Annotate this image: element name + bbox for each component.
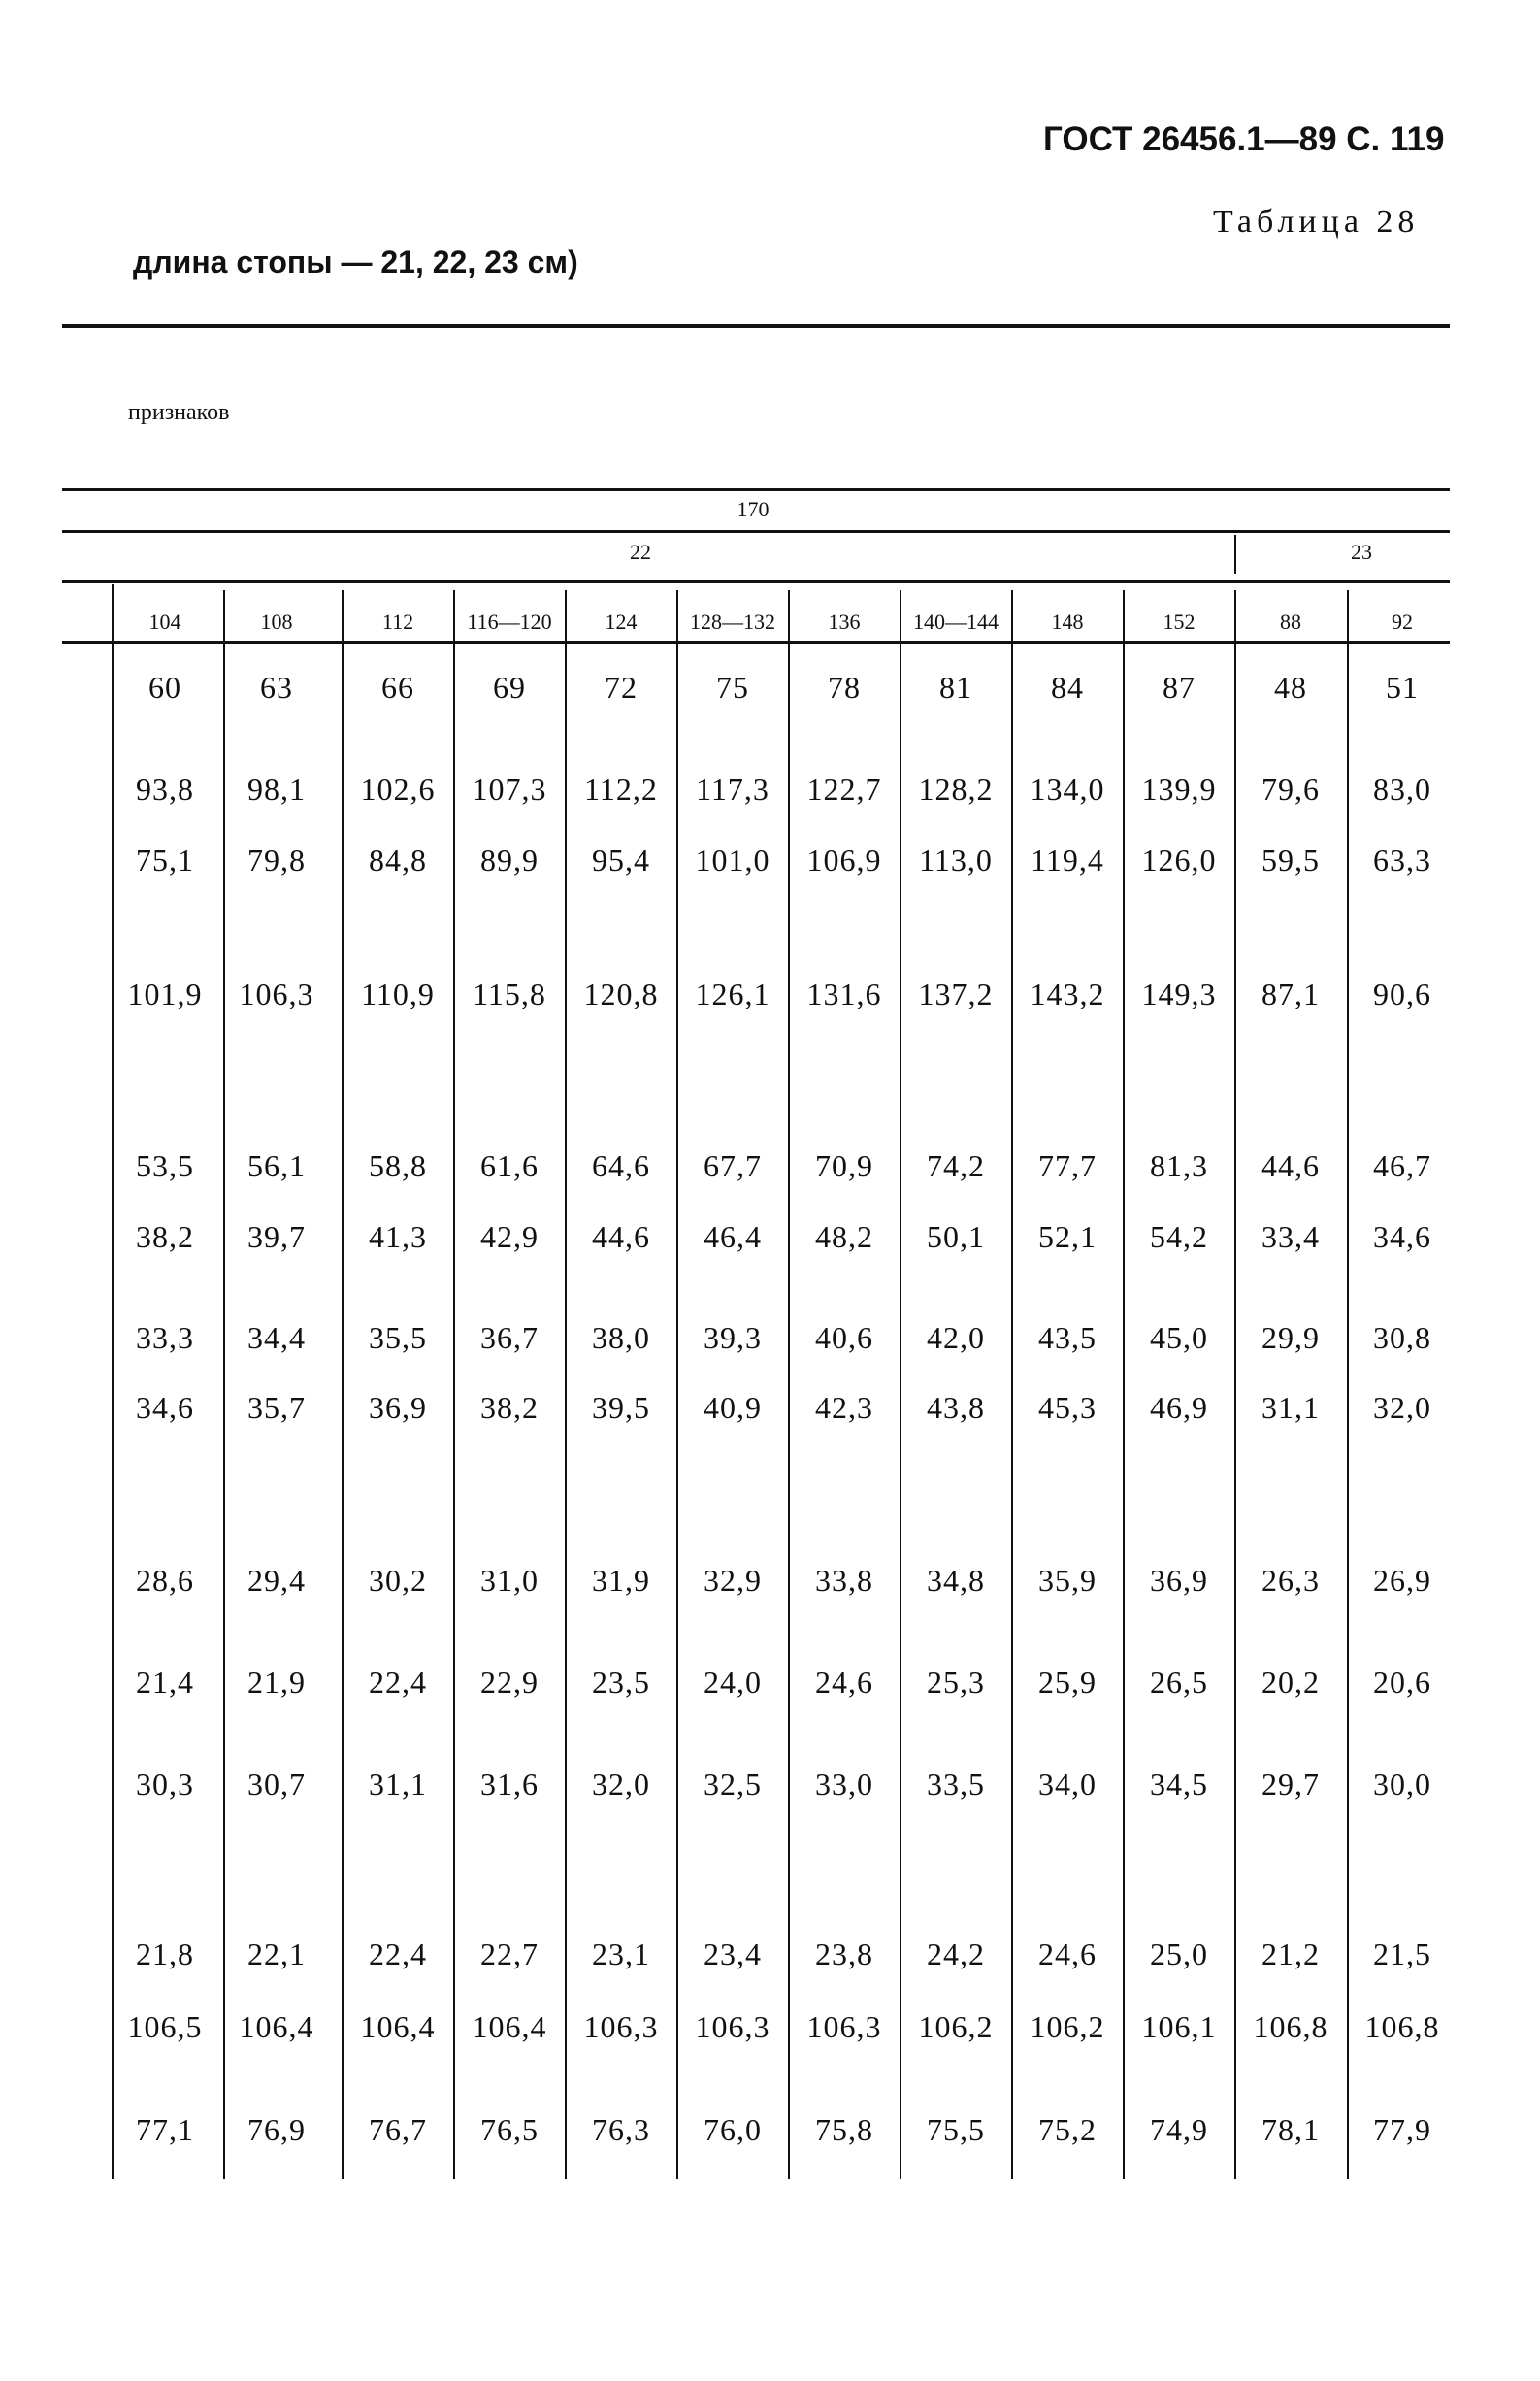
table-cell: 54,2: [1150, 1219, 1208, 1254]
table-cell: 76,9: [247, 2112, 306, 2147]
table-cell: 95,4: [592, 843, 650, 877]
table-cell: 33,8: [815, 1563, 873, 1598]
table-cell: 46,9: [1150, 1390, 1208, 1425]
column-divider: [1011, 590, 1013, 2179]
table-cell: 23,1: [592, 1936, 650, 1971]
table-cell: 22,9: [480, 1665, 539, 1700]
foot-group-22-label: 22: [630, 540, 651, 564]
table-cell: 89,9: [480, 843, 539, 877]
table-cell: 35,5: [369, 1320, 427, 1355]
table-cell: 32,0: [592, 1767, 650, 1802]
table-cell: 29,7: [1261, 1767, 1320, 1802]
table-cell: 31,6: [480, 1767, 539, 1802]
table-cell: 46,4: [704, 1219, 762, 1254]
table-cell: 36,7: [480, 1320, 539, 1355]
table-cell: 26,5: [1150, 1665, 1208, 1700]
table-cell: 21,4: [136, 1665, 194, 1700]
table-cell: 46,7: [1373, 1148, 1431, 1183]
table-cell: 50,1: [927, 1219, 985, 1254]
table-label: Таблица 28: [1213, 204, 1420, 240]
table-cell: 20,6: [1373, 1665, 1431, 1700]
table-cell: 106,2: [1030, 2009, 1105, 2044]
table-cell: 21,8: [136, 1936, 194, 1971]
table-cell: 102,6: [360, 772, 436, 807]
table-cell: 119,4: [1031, 843, 1104, 877]
table-cell: 40,6: [815, 1320, 873, 1355]
table-cell: 42,9: [480, 1219, 539, 1254]
table-cell: 63: [260, 670, 293, 705]
table-cell: 120,8: [583, 976, 659, 1011]
table-cell: 22,1: [247, 1936, 306, 1971]
table-cell: 33,3: [136, 1320, 194, 1355]
table-cell: 35,7: [247, 1390, 306, 1425]
table-cell: 139,9: [1141, 772, 1217, 807]
table-cell: 61,6: [480, 1148, 539, 1183]
table-cell: 101,9: [127, 976, 203, 1011]
table-cell: 25,0: [1150, 1936, 1208, 1971]
height-group-label: 170: [737, 497, 770, 521]
header-rule-4: [62, 641, 1450, 644]
table-cell: 21,2: [1261, 1936, 1320, 1971]
table-cell: 79,6: [1261, 772, 1320, 807]
header-rule-3: [62, 580, 1450, 583]
table-cell: 93,8: [136, 772, 194, 807]
table-cell: 41,3: [369, 1219, 427, 1254]
table-cell: 75: [716, 670, 749, 705]
column-header: 108: [260, 610, 293, 634]
table-cell: 34,8: [927, 1563, 985, 1598]
table-cell: 106,2: [918, 2009, 994, 2044]
table-cell: 32,9: [704, 1563, 762, 1598]
table-cell: 23,5: [592, 1665, 650, 1700]
table-cell: 44,6: [592, 1219, 650, 1254]
table-cell: 81: [939, 670, 972, 705]
table-cell: 31,1: [369, 1767, 427, 1802]
table-cell: 23,4: [704, 1936, 762, 1971]
table-cell: 106,8: [1253, 2009, 1328, 2044]
table-cell: 72: [605, 670, 638, 705]
table-cell: 106,9: [806, 843, 882, 877]
table-cell: 34,6: [136, 1390, 194, 1425]
table-cell: 39,5: [592, 1390, 650, 1425]
table-cell: 35,9: [1038, 1563, 1097, 1598]
column-header: 116—120: [467, 610, 552, 634]
table-cell: 51: [1386, 670, 1419, 705]
table-cell: 30,2: [369, 1563, 427, 1598]
table-cell: 66: [381, 670, 414, 705]
table-cell: 106,4: [239, 2009, 314, 2044]
table-cell: 26,9: [1373, 1563, 1431, 1598]
table-cell: 131,6: [806, 976, 882, 1011]
table-cell: 32,0: [1373, 1390, 1431, 1425]
table-cell: 56,1: [247, 1148, 306, 1183]
table-cell: 48,2: [815, 1219, 873, 1254]
column-header: 128—132: [690, 610, 775, 634]
table-cell: 33,5: [927, 1767, 985, 1802]
table-cell: 78,1: [1261, 2112, 1320, 2147]
table-cell: 69: [493, 670, 526, 705]
table-cell: 112,2: [584, 772, 658, 807]
table-cell: 32,5: [704, 1767, 762, 1802]
table-cell: 36,9: [1150, 1563, 1208, 1598]
table-cell: 52,1: [1038, 1219, 1097, 1254]
table-cell: 106,4: [472, 2009, 547, 2044]
table-cell: 149,3: [1141, 976, 1217, 1011]
table-cell: 34,5: [1150, 1767, 1208, 1802]
table-cell: 29,9: [1261, 1320, 1320, 1355]
table-cell: 87,1: [1261, 976, 1320, 1011]
table-cell: 21,9: [247, 1665, 306, 1700]
table-cell: 106,3: [806, 2009, 882, 2044]
table-cell: 24,6: [1038, 1936, 1097, 1971]
table-cell: 38,0: [592, 1320, 650, 1355]
table-cell: 24,0: [704, 1665, 762, 1700]
table-cell: 39,7: [247, 1219, 306, 1254]
table-cell: 83,0: [1373, 772, 1431, 807]
table-cell: 64,6: [592, 1148, 650, 1183]
table-cell: 60: [148, 670, 181, 705]
column-divider: [453, 590, 455, 2179]
table-cell: 39,3: [704, 1320, 762, 1355]
column-header: 124: [605, 610, 638, 634]
table-cell: 33,4: [1261, 1219, 1320, 1254]
table-cell: 126,1: [695, 976, 770, 1011]
table-cell: 77,9: [1373, 2112, 1431, 2147]
table-cell: 126,0: [1141, 843, 1217, 877]
table-cell: 77,7: [1038, 1148, 1097, 1183]
priznakov-label: признаков: [128, 400, 230, 425]
table-cell: 22,4: [369, 1665, 427, 1700]
table-cell: 31,9: [592, 1563, 650, 1598]
table-cell: 63,3: [1373, 843, 1431, 877]
table-cell: 78: [828, 670, 861, 705]
column-divider: [342, 590, 344, 2179]
table-cell: 106,8: [1364, 2009, 1440, 2044]
table-cell: 34,0: [1038, 1767, 1097, 1802]
table-cell: 43,5: [1038, 1320, 1097, 1355]
table-cell: 31,0: [480, 1563, 539, 1598]
table-cell: 43,8: [927, 1390, 985, 1425]
table-cell: 30,3: [136, 1767, 194, 1802]
table-cell: 30,8: [1373, 1320, 1431, 1355]
table-cell: 79,8: [247, 843, 306, 877]
table-cell: 45,3: [1038, 1390, 1097, 1425]
table-cell: 25,9: [1038, 1665, 1097, 1700]
table-subtitle: длина стопы — 21, 22, 23 см): [133, 245, 578, 280]
group-divider: [1234, 535, 1236, 574]
table-cell: 26,3: [1261, 1563, 1320, 1598]
table-cell: 30,7: [247, 1767, 306, 1802]
table-cell: 24,6: [815, 1665, 873, 1700]
table-cell: 31,1: [1261, 1390, 1320, 1425]
gost-header: ГОСТ 26456.1—89 С. 119: [1043, 120, 1445, 158]
header-rule-1: [62, 488, 1450, 491]
table-cell: 70,9: [815, 1148, 873, 1183]
header-rule-2: [62, 530, 1450, 533]
table-cell: 106,4: [360, 2009, 436, 2044]
table-cell: 53,5: [136, 1148, 194, 1183]
table-cell: 33,0: [815, 1767, 873, 1802]
table-cell: 29,4: [247, 1563, 306, 1598]
column-header: 140—144: [913, 610, 999, 634]
table-cell: 58,8: [369, 1148, 427, 1183]
table-cell: 75,8: [815, 2112, 873, 2147]
column-header: 112: [381, 610, 414, 634]
table-cell: 42,0: [927, 1320, 985, 1355]
table-cell: 106,3: [583, 2009, 659, 2044]
table-cell: 101,0: [695, 843, 770, 877]
table-cell: 23,8: [815, 1936, 873, 1971]
foot-group-23-label: 23: [1351, 540, 1372, 564]
table-cell: 74,9: [1150, 2112, 1208, 2147]
column-header: 88: [1280, 610, 1301, 634]
table-cell: 106,1: [1141, 2009, 1217, 2044]
top-rule: [62, 324, 1450, 328]
column-divider: [1347, 590, 1349, 2179]
column-divider: [112, 584, 114, 2179]
column-header: 104: [148, 610, 181, 634]
table-cell: 113,0: [919, 843, 993, 877]
table-cell: 25,3: [927, 1665, 985, 1700]
column-divider: [1123, 590, 1125, 2179]
table-cell: 84,8: [369, 843, 427, 877]
column-header: 152: [1163, 610, 1196, 634]
table-cell: 137,2: [918, 976, 994, 1011]
table-cell: 115,8: [473, 976, 546, 1011]
table-cell: 44,6: [1261, 1148, 1320, 1183]
table-cell: 45,0: [1150, 1320, 1208, 1355]
table-cell: 34,4: [247, 1320, 306, 1355]
table-cell: 74,2: [927, 1148, 985, 1183]
table-cell: 28,6: [136, 1563, 194, 1598]
table-cell: 110,9: [361, 976, 435, 1011]
table-cell: 34,6: [1373, 1219, 1431, 1254]
table-cell: 106,5: [127, 2009, 203, 2044]
table-cell: 134,0: [1030, 772, 1105, 807]
table-cell: 22,4: [369, 1936, 427, 1971]
table-cell: 30,0: [1373, 1767, 1431, 1802]
table-cell: 75,1: [136, 843, 194, 877]
table-cell: 122,7: [806, 772, 882, 807]
column-divider: [900, 590, 901, 2179]
table-cell: 98,1: [247, 772, 306, 807]
table-cell: 38,2: [136, 1219, 194, 1254]
table-cell: 48: [1274, 670, 1307, 705]
table-cell: 40,9: [704, 1390, 762, 1425]
column-divider: [788, 590, 790, 2179]
table-cell: 38,2: [480, 1390, 539, 1425]
table-cell: 84: [1051, 670, 1084, 705]
table-cell: 24,2: [927, 1936, 985, 1971]
column-divider: [1234, 590, 1236, 2179]
table-cell: 76,0: [704, 2112, 762, 2147]
table-cell: 90,6: [1373, 976, 1431, 1011]
table-cell: 59,5: [1261, 843, 1320, 877]
column-divider: [565, 590, 567, 2179]
table-cell: 76,3: [592, 2112, 650, 2147]
table-cell: 77,1: [136, 2112, 194, 2147]
table-cell: 75,5: [927, 2112, 985, 2147]
column-header: 136: [828, 610, 861, 634]
table-cell: 36,9: [369, 1390, 427, 1425]
table-cell: 117,3: [696, 772, 770, 807]
column-divider: [676, 590, 678, 2179]
table-cell: 143,2: [1030, 976, 1105, 1011]
table-cell: 75,2: [1038, 2112, 1097, 2147]
table-cell: 20,2: [1261, 1665, 1320, 1700]
table-cell: 76,7: [369, 2112, 427, 2147]
table-cell: 67,7: [704, 1148, 762, 1183]
table-cell: 81,3: [1150, 1148, 1208, 1183]
table-cell: 107,3: [472, 772, 547, 807]
column-divider: [223, 590, 225, 2179]
table-cell: 76,5: [480, 2112, 539, 2147]
column-header: 92: [1392, 610, 1413, 634]
table-cell: 42,3: [815, 1390, 873, 1425]
table-cell: 106,3: [695, 2009, 770, 2044]
table-cell: 22,7: [480, 1936, 539, 1971]
table-cell: 128,2: [918, 772, 994, 807]
table-cell: 87: [1163, 670, 1196, 705]
table-cell: 106,3: [239, 976, 314, 1011]
column-header: 148: [1051, 610, 1084, 634]
table-cell: 21,5: [1373, 1936, 1431, 1971]
